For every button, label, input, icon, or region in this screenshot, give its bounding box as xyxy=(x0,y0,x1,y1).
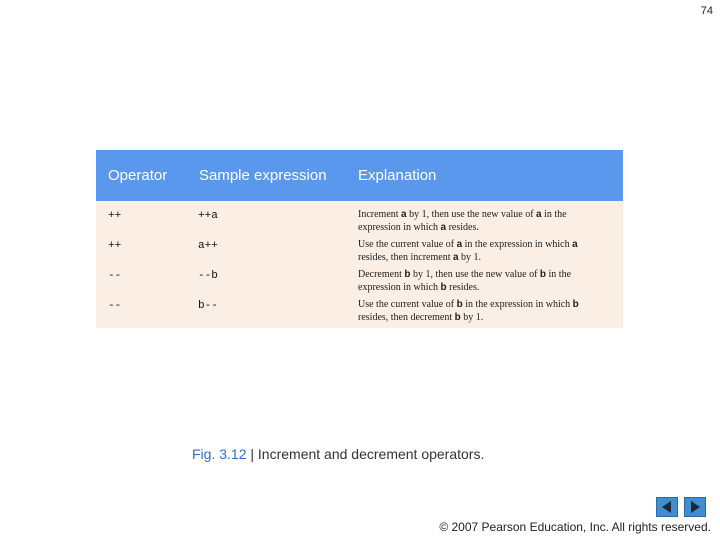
explanation-cell xyxy=(358,268,610,294)
operator-cell: ++ xyxy=(108,240,122,252)
explanation-text: by 1, then use the new value of xyxy=(410,269,540,280)
variable-name: b xyxy=(454,312,461,323)
variable-name: a xyxy=(536,209,542,220)
explanation-text: resides, then increment xyxy=(358,252,453,263)
explanation-text: in the expression in which xyxy=(462,299,573,310)
variable-name: a xyxy=(452,252,459,263)
explanation-text: resides. xyxy=(446,282,480,293)
variable-name: b xyxy=(404,269,411,280)
copyright-notice: © 2007 Pearson Education, Inc. All rights reserved. xyxy=(439,520,711,534)
operators-table xyxy=(96,150,623,328)
header-sample-expression: Sample expression xyxy=(199,167,327,184)
explanation-cell xyxy=(358,208,610,234)
caption-separator: | xyxy=(246,446,258,462)
operator-cell: -- xyxy=(108,270,122,282)
variable-name: b xyxy=(440,282,447,293)
explanation-text: Use the current value of xyxy=(358,239,457,250)
variable-name: b xyxy=(456,299,463,310)
header-operator: Operator xyxy=(108,167,168,184)
explanation-text: in the expression in which xyxy=(462,239,573,250)
page-number: 74 xyxy=(700,5,713,17)
expression-cell: a++ xyxy=(198,240,218,252)
expression-cell: ++a xyxy=(198,210,218,222)
explanation-text: in the expression in which xyxy=(358,269,572,293)
figure-caption xyxy=(192,446,484,462)
variable-name: a xyxy=(456,239,463,250)
explanation-text: resides, then decrement xyxy=(358,312,455,323)
figure-number: Fig. 3.12 xyxy=(192,446,247,462)
explanation-cell xyxy=(358,298,610,324)
variable-name: b xyxy=(572,299,579,310)
expression-cell: --b xyxy=(198,270,218,282)
header-explanation: Explanation xyxy=(358,167,437,184)
operator-cell: -- xyxy=(108,300,122,312)
variable-name: a xyxy=(440,222,447,233)
table-header xyxy=(96,150,623,201)
explanation-text: by 1. xyxy=(458,252,482,263)
explanation-cell xyxy=(358,238,610,264)
explanation-text: Use the current value of xyxy=(358,299,457,310)
explanation-text: by 1, then use the new value of xyxy=(406,209,537,220)
explanation-text: Decrement xyxy=(358,269,405,280)
explanation-text: Increment xyxy=(358,209,402,220)
expression-cell: b-- xyxy=(198,300,218,312)
previous-slide-button[interactable] xyxy=(656,497,678,517)
operator-cell: ++ xyxy=(108,210,122,222)
caption-text: Increment and decrement operators. xyxy=(257,446,485,462)
explanation-text: in the expression in which xyxy=(358,209,567,233)
left-triangle-icon xyxy=(657,498,677,516)
explanation-text: resides. xyxy=(446,222,479,233)
variable-name: b xyxy=(539,269,547,280)
variable-name: a xyxy=(572,239,578,250)
right-triangle-icon xyxy=(685,498,705,516)
next-slide-button[interactable] xyxy=(684,497,706,517)
variable-name: a xyxy=(401,209,407,220)
explanation-text: by 1. xyxy=(460,312,484,323)
